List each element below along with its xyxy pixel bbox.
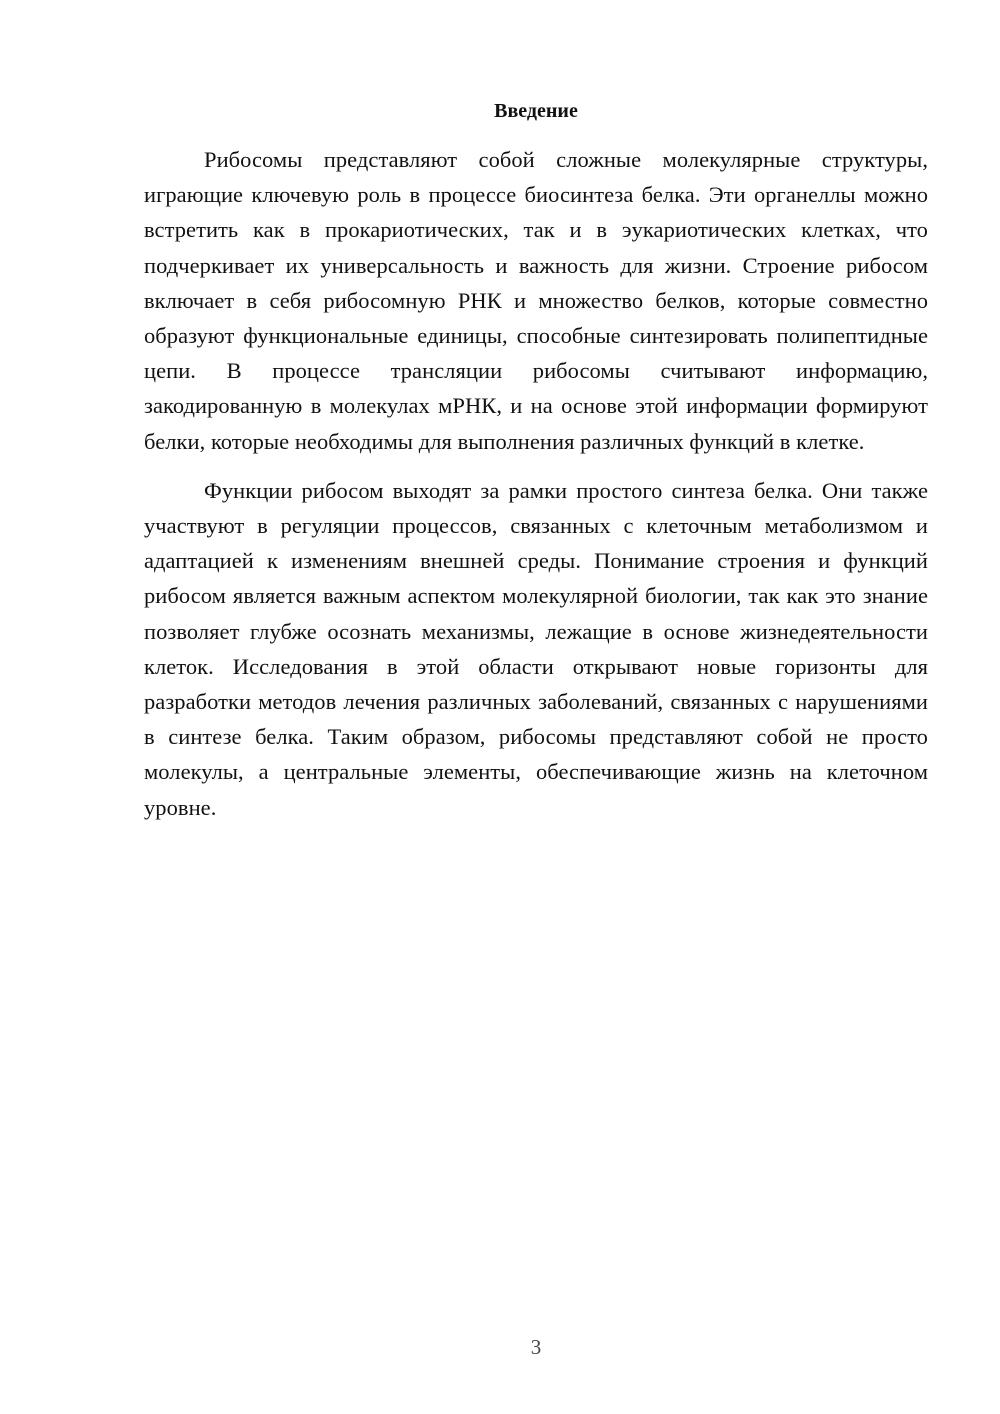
paragraph-functions: Функции рибосом выходят за рамки простого синтеза белка. Они также участвуют в регуляции процессов, связанных с клеточным метаболизмом и адаптацией к изменениям внешней среды. Понимание строения и функций рибосом является важным аспектом молекулярной биологии, так как это знание позволяет глубже осознать механизмы, лежащие в основе жизнедеятельности клеток. Исследования в этой области открывают новые горизонты для разработки методов лечения различных заболеваний, связанных с нарушениями в синтезе белка. Таким образом, рибосомы представляют собой не просто молекулы, а центральные элементы, обеспечивающие жизнь на клеточном уровне. — [144, 477, 928, 820]
paragraph-intro: Рибосомы представляют собой сложные молекулярные структуры, играющие ключевую роль в процессе биосинтеза белка. Эти органеллы можно встретить как в прокариотических, так и в эукариотических клетках, что подчеркивает их универсальность и важность для жизни. Строение рибосом включает в себя рибосомную РНК и множество белков, которые совместно образуют функциональные единицы, способные синтезировать полипептидные цепи. В процессе трансляции рибосомы считывают информацию, закодированную в молекулах мРНК, и на основе этой информации формируют белки, которые необходимы для выполнения различных функций в клетке. — [144, 147, 928, 454]
body-text — [144, 142, 928, 825]
section-title: Введение — [494, 100, 578, 122]
page-number: 3 — [530, 1335, 542, 1359]
